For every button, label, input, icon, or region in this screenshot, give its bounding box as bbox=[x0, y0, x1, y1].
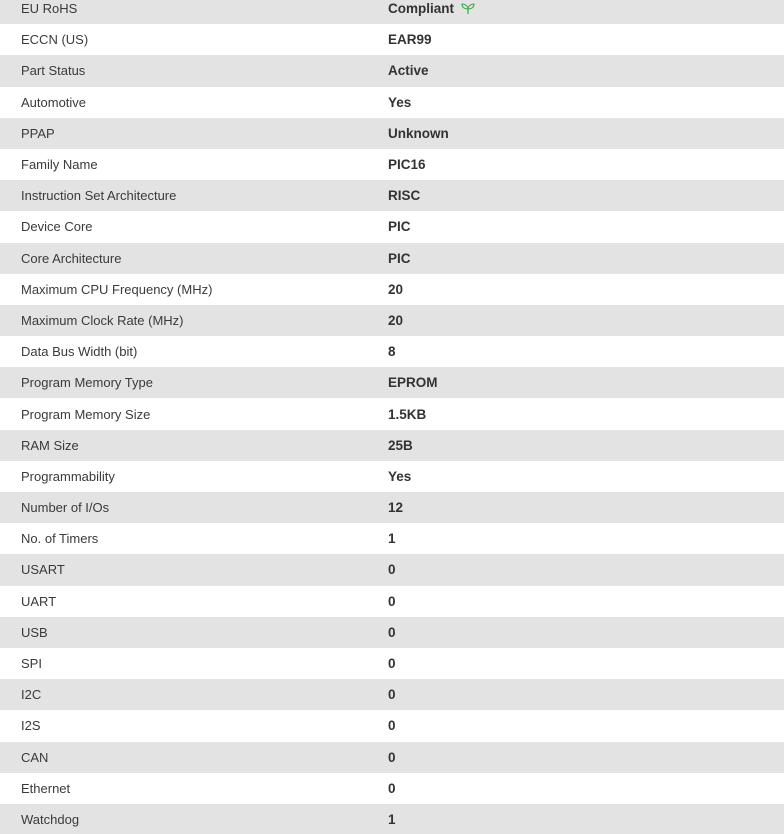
spec-row-number-of-ios bbox=[0, 492, 784, 523]
spec-name: CAN bbox=[21, 749, 49, 765]
spec-row-eccn bbox=[0, 24, 784, 55]
spec-name: Device Core bbox=[21, 219, 93, 235]
spec-row-family-name bbox=[0, 149, 784, 180]
spec-name: Family Name bbox=[21, 157, 98, 173]
spec-row-part-status bbox=[0, 55, 784, 86]
spec-value: 20 bbox=[388, 281, 404, 297]
spec-row-max-cpu-frequency bbox=[0, 274, 784, 305]
spec-name: Core Architecture bbox=[21, 250, 122, 266]
spec-value: 12 bbox=[388, 500, 404, 516]
spec-row-usart bbox=[0, 554, 784, 585]
spec-row-eu-rohs bbox=[0, 0, 784, 24]
spec-name: I2C bbox=[21, 687, 42, 703]
spec-value: 0 bbox=[388, 780, 396, 796]
spec-value: PIC16 bbox=[388, 157, 426, 173]
spec-name: Maximum Clock Rate (MHz) bbox=[21, 312, 184, 328]
spec-name: I2S bbox=[21, 718, 41, 734]
spec-row-uart bbox=[0, 586, 784, 617]
spec-name: Programmability bbox=[21, 468, 115, 484]
spec-name: Data Bus Width (bit) bbox=[21, 344, 138, 360]
spec-name: Number of I/Os bbox=[21, 500, 110, 516]
spec-value: Yes bbox=[388, 468, 412, 484]
spec-row-i2c bbox=[0, 679, 784, 710]
spec-value: Active bbox=[388, 63, 429, 79]
spec-value: 1 bbox=[388, 531, 396, 547]
spec-name: Part Status bbox=[21, 63, 86, 79]
spec-value: 0 bbox=[388, 687, 396, 703]
spec-row-device-core bbox=[0, 211, 784, 242]
spec-row-automotive bbox=[0, 87, 784, 118]
spec-row-spi bbox=[0, 648, 784, 679]
spec-value: 1.5KB bbox=[388, 406, 427, 422]
spec-value: EPROM bbox=[388, 375, 438, 391]
spec-value-text: Compliant bbox=[388, 1, 454, 17]
spec-row-data-bus-width bbox=[0, 336, 784, 367]
spec-value bbox=[388, 1, 784, 16]
spec-row-isa bbox=[0, 180, 784, 211]
leaf-icon bbox=[461, 3, 475, 15]
spec-row-programmability bbox=[0, 461, 784, 492]
spec-name: Maximum CPU Frequency (MHz) bbox=[21, 281, 213, 297]
spec-row-program-memory-size bbox=[0, 398, 784, 429]
spec-name: PPAP bbox=[21, 125, 55, 141]
spec-value: 8 bbox=[388, 344, 396, 360]
spec-value: 0 bbox=[388, 624, 396, 640]
spec-name: RAM Size bbox=[21, 437, 79, 453]
spec-row-core-architecture bbox=[0, 243, 784, 274]
spec-value: PIC bbox=[388, 250, 411, 266]
spec-name: USB bbox=[21, 624, 48, 640]
spec-row-program-memory-type bbox=[0, 367, 784, 398]
spec-name: ECCN (US) bbox=[21, 32, 89, 48]
spec-row-max-clock-rate bbox=[0, 305, 784, 336]
spec-value: 0 bbox=[388, 656, 396, 672]
spec-row-can bbox=[0, 742, 784, 773]
spec-name: USART bbox=[21, 562, 65, 578]
spec-value: 0 bbox=[388, 562, 396, 578]
spec-row-i2s bbox=[0, 710, 784, 741]
spec-value: 1 bbox=[388, 811, 396, 827]
spec-name: UART bbox=[21, 593, 57, 609]
spec-name: Watchdog bbox=[21, 811, 80, 827]
spec-name: EU RoHS bbox=[21, 1, 78, 17]
spec-row-watchdog bbox=[0, 804, 784, 834]
spec-name: Ethernet bbox=[21, 780, 71, 796]
spec-name: SPI bbox=[21, 656, 42, 672]
spec-row-ram-size bbox=[0, 430, 784, 461]
spec-value: 0 bbox=[388, 718, 396, 734]
spec-value: EAR99 bbox=[388, 32, 432, 48]
spec-value: RISC bbox=[388, 188, 421, 204]
spec-value: 25B bbox=[388, 437, 413, 453]
spec-value: Unknown bbox=[388, 125, 449, 141]
spec-name: Instruction Set Architecture bbox=[21, 188, 177, 204]
spec-name: Automotive bbox=[21, 94, 87, 110]
spec-value: Yes bbox=[388, 94, 412, 110]
spec-name: No. of Timers bbox=[21, 531, 99, 547]
spec-name: Program Memory Size bbox=[21, 406, 151, 422]
spec-value: 0 bbox=[388, 749, 396, 765]
spec-row-usb bbox=[0, 617, 784, 648]
spec-value: PIC bbox=[388, 219, 411, 235]
spec-row-timers bbox=[0, 523, 784, 554]
spec-value: 20 bbox=[388, 312, 404, 328]
spec-row-ppap bbox=[0, 118, 784, 149]
spec-value: 0 bbox=[388, 593, 396, 609]
spec-row-ethernet bbox=[0, 773, 784, 804]
spec-name: Program Memory Type bbox=[21, 375, 153, 391]
